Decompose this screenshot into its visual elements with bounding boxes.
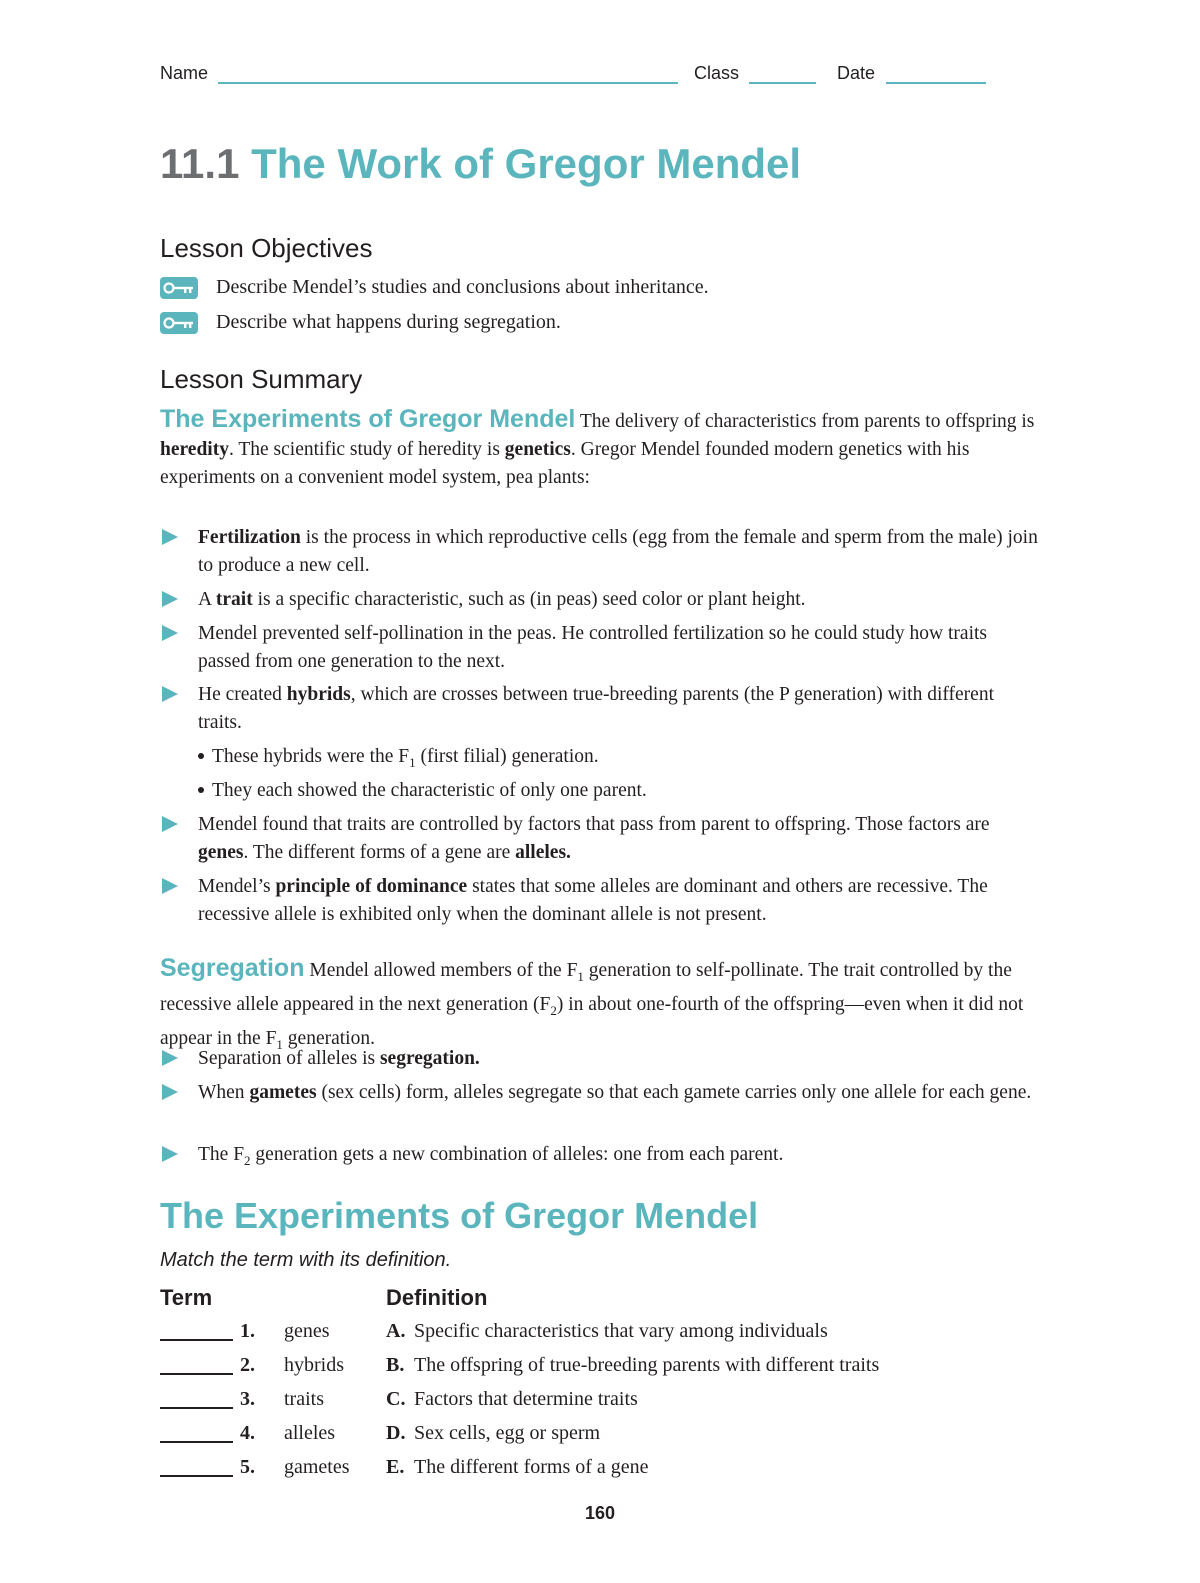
term-principle-of-dominance: principle of dominance — [275, 876, 468, 897]
arrow-bullet-icon — [162, 1084, 178, 1100]
experiments-paragraph — [160, 405, 1040, 492]
term-genetics: genetics — [504, 439, 571, 460]
date-label: Date — [837, 63, 876, 83]
bullet-item — [160, 524, 1040, 580]
text: (sex cells) form, alleles segregate so that each gamete carries only one allele for each gene. — [316, 1082, 1032, 1103]
matching-instruction: Match the term with its definition. — [160, 1249, 452, 1271]
term: hybrids — [284, 1354, 344, 1376]
term: gametes — [284, 1456, 350, 1478]
segregation-paragraph — [160, 954, 1040, 1059]
arrow-bullet-icon — [162, 816, 178, 832]
text: Separation of alleles is — [198, 1048, 380, 1069]
term-hybrids: hybrids — [286, 684, 351, 705]
text: , which are crosses between true-breeding parents (the P generation) with different traits. — [198, 684, 994, 733]
definition: Specific characteristics that vary among individuals — [414, 1320, 828, 1342]
subscript: 1 — [577, 968, 584, 984]
text: He created — [198, 684, 287, 705]
bullet-item — [160, 1079, 1040, 1107]
text: generation gets a new combination of alleles: one from each parent. — [250, 1144, 784, 1165]
dot-bullet-icon — [198, 787, 204, 793]
bullet-item — [160, 1045, 1040, 1073]
experiments-lead: The Experiments of Gregor Mendel — [160, 405, 576, 433]
page-title — [160, 140, 801, 188]
text: A — [198, 589, 216, 610]
item-number: 5. — [240, 1456, 255, 1478]
sub-bullet-item — [198, 743, 1038, 777]
arrow-bullet-icon — [162, 529, 178, 545]
term-column-header: Term — [160, 1285, 213, 1310]
text: states that some alleles are dominant and others are recessive. The recessive allele is exhibited only when the dominant allele is not present. — [198, 876, 988, 925]
text: The delivery of characteristics from parents to offspring is — [575, 411, 1035, 432]
section-number: 11.1 — [160, 140, 240, 187]
term-fertilization: Fertilization — [198, 527, 301, 548]
text: (first filial) generation. — [415, 746, 599, 767]
item-number: 3. — [240, 1388, 255, 1410]
subscript: 2 — [550, 1002, 557, 1018]
text: Mendel found that traits are controlled by factors that pass from parent to offspring. Those factors are — [198, 814, 990, 835]
sub-bullet-item — [198, 777, 1038, 805]
answer-blank[interactable] — [160, 1373, 233, 1375]
arrow-bullet-icon — [162, 686, 178, 702]
term-gametes: gametes — [249, 1082, 317, 1103]
subscript: 1 — [409, 754, 416, 770]
bullet-item — [160, 873, 1040, 929]
text: The F — [198, 1144, 245, 1165]
bullet-item — [160, 1141, 1040, 1175]
term-trait: trait — [215, 589, 253, 610]
term-segregation: segregation. — [379, 1048, 480, 1069]
subscript: 2 — [244, 1152, 251, 1168]
bullet-item — [160, 681, 1040, 737]
definition-letter: A. — [386, 1320, 406, 1342]
definition-letter: C. — [386, 1388, 406, 1410]
class-field[interactable] — [749, 82, 816, 84]
objective-text: Describe what happens during segregation. — [216, 311, 561, 333]
text: generation. — [282, 1027, 375, 1049]
definition: The different forms of a gene — [414, 1456, 649, 1478]
matching-heading: The Experiments of Gregor Mendel — [160, 1195, 759, 1236]
arrow-bullet-icon — [162, 1050, 178, 1066]
text: ) in about one-fourth of the offspring—even when it did not appear in the F — [160, 993, 1024, 1049]
definition-column-header: Definition — [386, 1285, 488, 1310]
summary-heading: Lesson Summary — [160, 364, 363, 394]
term-alleles: alleles. — [515, 842, 571, 863]
text: These hybrids were the F — [212, 746, 410, 767]
item-number: 1. — [240, 1320, 255, 1342]
arrow-bullet-icon — [162, 625, 178, 641]
term: traits — [284, 1388, 324, 1410]
term-genes: genes — [198, 842, 244, 863]
term-heredity: heredity — [160, 439, 229, 460]
dot-bullet-icon — [198, 753, 204, 759]
bullet-item — [160, 586, 1040, 614]
segregation-lead: Segregation — [160, 954, 305, 982]
objective-item — [160, 276, 709, 299]
text: . The scientific study of heredity is — [228, 439, 505, 460]
answer-blank[interactable] — [160, 1441, 233, 1443]
definition-letter: D. — [386, 1422, 406, 1444]
text: Mendel allowed members of the F — [304, 960, 578, 981]
subscript: 1 — [276, 1036, 283, 1052]
answer-blank[interactable] — [160, 1407, 233, 1409]
key-icon — [160, 277, 198, 299]
text: is a specific characteristic, such as (in peas) seed color or plant height. — [252, 589, 806, 610]
term: genes — [284, 1320, 330, 1342]
text: When — [198, 1082, 250, 1103]
objectives-heading: Lesson Objectives — [160, 233, 373, 263]
name-label: Name — [160, 63, 209, 83]
definition: The offspring of true-breeding parents with different traits — [414, 1354, 880, 1376]
bullet-item — [160, 620, 1040, 676]
arrow-bullet-icon — [162, 878, 178, 894]
objective-item — [160, 311, 561, 334]
item-number: 2. — [240, 1354, 255, 1376]
arrow-bullet-icon — [162, 591, 178, 607]
objective-text: Describe Mendel’s studies and conclusions about inheritance. — [216, 276, 709, 298]
definition: Sex cells, egg or sperm — [414, 1422, 601, 1444]
text: Mendel’s — [198, 876, 276, 897]
answer-blank[interactable] — [160, 1339, 233, 1341]
definition-letter: B. — [386, 1354, 405, 1376]
definition-letter: E. — [386, 1456, 405, 1478]
section-title: The Work of Gregor Mendel — [251, 140, 802, 187]
date-field[interactable] — [886, 82, 986, 84]
definition: Factors that determine traits — [414, 1388, 638, 1410]
text: is the process in which reproductive cells (egg from the female and sperm from the male) join to produce a new cell. — [198, 527, 1038, 576]
text: generation to self-pollinate. The trait controlled by the recessive allele appeared in the next generation (F — [160, 960, 1012, 1015]
key-icon — [160, 312, 198, 334]
text: . Gregor Mendel founded modern genetics with his experiments on a convenient model system, pea plants: — [160, 439, 970, 488]
text: They each showed the characteristic of only one parent. — [212, 780, 647, 801]
term: alleles — [284, 1422, 336, 1444]
bullet-item — [160, 811, 1040, 867]
text: . The different forms of a gene are — [243, 842, 516, 863]
item-number: 4. — [240, 1422, 255, 1444]
class-label: Class — [694, 63, 740, 83]
text: Mendel prevented self-pollination in the peas. He controlled fertilization so he could study how traits passed from one generation to the next. — [198, 623, 987, 672]
answer-blank[interactable] — [160, 1475, 233, 1477]
page-number: 160 — [584, 1503, 616, 1523]
arrow-bullet-icon — [162, 1146, 178, 1162]
name-field[interactable] — [218, 82, 678, 84]
